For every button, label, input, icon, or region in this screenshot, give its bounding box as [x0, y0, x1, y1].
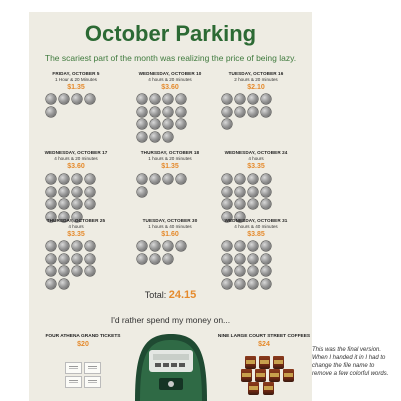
coin-icon — [235, 174, 245, 184]
coin-icon — [176, 174, 186, 184]
item-label: NINE LARGE COURT STREET COFFEES — [217, 334, 311, 339]
coin-icon — [176, 94, 186, 104]
coin-icon — [137, 94, 147, 104]
day-cost: $3.85 — [247, 231, 265, 238]
coin-icon — [261, 199, 271, 209]
coin-icon — [137, 254, 147, 264]
coin-icon — [150, 254, 160, 264]
coin-icon — [46, 279, 56, 289]
coin-icon — [248, 266, 258, 276]
coin-icon — [137, 119, 147, 129]
parking-meter-image — [131, 330, 211, 401]
coin-icon — [46, 266, 56, 276]
coin-icon — [222, 94, 232, 104]
day-duration: 1 Hour & 20 Minutes — [55, 77, 97, 82]
poster-title: October Parking — [84, 21, 257, 46]
coin-icon — [248, 279, 258, 289]
day-card — [127, 71, 213, 92]
coin-icon — [72, 94, 82, 104]
coin-icon — [261, 241, 271, 251]
coin-icon — [72, 266, 82, 276]
tickets-image — [65, 362, 103, 388]
coin-icon — [163, 132, 173, 142]
coin-icon — [137, 132, 147, 142]
day-cost: $3.60 — [161, 84, 179, 91]
tickets-item — [35, 334, 131, 349]
coin-icon — [261, 254, 271, 264]
coin-icon — [222, 254, 232, 264]
coin-icon — [59, 174, 69, 184]
coin-icon — [150, 107, 160, 117]
coin-icon — [248, 254, 258, 264]
coin-icon — [222, 107, 232, 117]
coin-icon — [163, 119, 173, 129]
coin-icon — [137, 107, 147, 117]
day-date: TUESDAY, OCTOBER 16 — [228, 71, 284, 76]
coin-icon — [248, 199, 258, 209]
coin-icon — [248, 241, 258, 251]
coin-icon — [59, 187, 69, 197]
day-card — [213, 150, 299, 171]
coin-icon — [85, 266, 95, 276]
coin-icon — [235, 279, 245, 289]
day-duration: 1 hours & 40 minutes — [148, 224, 192, 229]
day-card — [213, 71, 299, 92]
coin-icon — [46, 94, 56, 104]
poster-subtitle: The scariest part of the month was realizing the price of being lazy. — [44, 53, 297, 63]
coin-icon — [248, 94, 258, 104]
day-card — [33, 150, 119, 171]
coin-icon — [248, 187, 258, 197]
side-note: This was the final version. When I handed it in I had to change the file name to remove a few colorful words. — [312, 347, 389, 377]
rather-heading: I'd rather spend my money on... — [110, 315, 231, 325]
day-cost: $1.35 — [161, 163, 179, 170]
day-date: THURSDAY, OCTOBER 18 — [140, 150, 200, 155]
coin-icon — [72, 199, 82, 209]
coffee-cups-image — [239, 356, 295, 396]
coin-icon — [59, 94, 69, 104]
coin-icon — [137, 187, 147, 197]
day-duration: 4 hours & 20 minutes — [148, 77, 192, 82]
coffees-item — [217, 334, 311, 349]
coin-icon — [85, 174, 95, 184]
coin-icon — [46, 174, 56, 184]
coin-icon — [235, 199, 245, 209]
coin-icon — [248, 174, 258, 184]
day-cost: $1.35 — [67, 84, 85, 91]
coin-icon — [59, 199, 69, 209]
item-label: FOUR ATHENA GRAND TICKETS — [45, 334, 121, 339]
coin-icon — [150, 132, 160, 142]
day-cost: $3.35 — [247, 163, 265, 170]
coin-icon — [176, 119, 186, 129]
coin-icon — [222, 199, 232, 209]
coin-icon — [163, 254, 173, 264]
coin-icon — [72, 174, 82, 184]
coin-icon — [261, 174, 271, 184]
coin-icon — [235, 266, 245, 276]
day-date: THURSDAY, OCTOBER 25 — [46, 218, 106, 223]
day-date: WEDNESDAY, OCTOBER 10 — [138, 71, 202, 76]
coin-icon — [150, 94, 160, 104]
day-date: TUESDAY, OCTOBER 30 — [142, 218, 198, 223]
coin-icon — [163, 241, 173, 251]
day-date: WEDNESDAY, OCTOBER 17 — [44, 150, 108, 155]
coin-icon — [46, 241, 56, 251]
coin-icon — [59, 266, 69, 276]
coin-icon — [235, 241, 245, 251]
coin-icon — [59, 279, 69, 289]
coin-icon — [72, 241, 82, 251]
day-card — [127, 218, 213, 239]
coin-icon — [235, 107, 245, 117]
day-card — [33, 71, 119, 92]
total-label: Total: — [144, 290, 167, 300]
coin-icon — [72, 254, 82, 264]
coin-icon — [85, 199, 95, 209]
coin-icon — [46, 254, 56, 264]
coin-icon — [222, 266, 232, 276]
coin-icon — [137, 241, 147, 251]
day-date: FRIDAY, OCTOBER 5 — [52, 71, 100, 76]
coin-icon — [72, 187, 82, 197]
day-card — [213, 218, 299, 239]
day-duration: 2 hours & 20 minutes — [234, 77, 278, 82]
coin-icon — [222, 119, 232, 129]
coin-icon — [59, 241, 69, 251]
coin-icon — [150, 119, 160, 129]
coin-icon — [85, 241, 95, 251]
day-date: WEDNESDAY, OCTOBER 24 — [224, 150, 288, 155]
coin-icon — [163, 107, 173, 117]
day-cost: $1.60 — [161, 231, 179, 238]
coin-icon — [46, 187, 56, 197]
coin-icon — [222, 174, 232, 184]
coin-icon — [222, 187, 232, 197]
day-date: WEDNESDAY, OCTOBER 31 — [224, 218, 288, 223]
coin-icon — [59, 254, 69, 264]
coin-icon — [261, 94, 271, 104]
coin-icon — [150, 241, 160, 251]
coin-icon — [137, 174, 147, 184]
coin-icon — [261, 187, 271, 197]
poster — [29, 12, 312, 401]
coin-icon — [222, 279, 232, 289]
day-card — [33, 218, 119, 239]
coin-icon — [176, 241, 186, 251]
total-line — [29, 289, 312, 301]
coin-icon — [176, 107, 186, 117]
day-cost: $3.35 — [67, 231, 85, 238]
coin-icon — [235, 187, 245, 197]
total-value: 24.15 — [168, 289, 197, 301]
coin-icon — [85, 187, 95, 197]
item-price: $20 — [77, 341, 89, 348]
coin-icon — [46, 199, 56, 209]
coin-icon — [85, 254, 95, 264]
coin-icon — [163, 94, 173, 104]
coin-icon — [222, 241, 232, 251]
day-duration: 1 hours & 20 minutes — [148, 156, 192, 161]
coin-icon — [85, 94, 95, 104]
day-duration: 4 hours — [68, 224, 84, 229]
coin-icon — [150, 174, 160, 184]
coin-icon — [261, 266, 271, 276]
day-duration: 4 hours — [248, 156, 264, 161]
day-card — [127, 150, 213, 171]
coin-icon — [46, 107, 56, 117]
day-duration: 4 hours & 20 minutes — [54, 156, 98, 161]
day-duration: 4 hours & 40 minutes — [234, 224, 278, 229]
coin-icon — [248, 107, 258, 117]
day-cost: $2.10 — [247, 84, 265, 91]
coin-icon — [163, 174, 173, 184]
coin-icon — [261, 279, 271, 289]
coin-icon — [235, 254, 245, 264]
coin-icon — [261, 107, 271, 117]
day-cost: $3.60 — [67, 163, 85, 170]
item-price: $24 — [258, 341, 270, 348]
coin-icon — [235, 94, 245, 104]
